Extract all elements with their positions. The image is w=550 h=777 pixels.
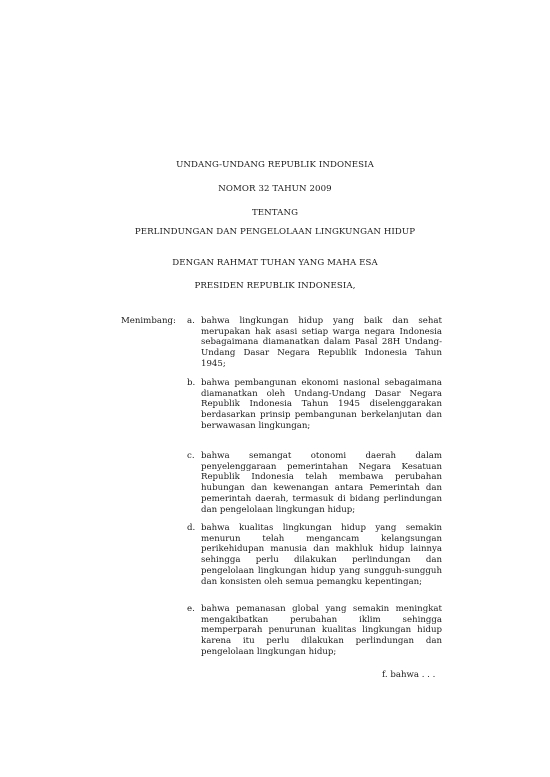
item-text: bahwa semangat otonomi daerah dalam penyelenggaraan pemerintahan Negara Kesatuan Republik Indonesia telah membawa perubahan hubungan dan kewenangan antara Pemerintah dan pemerintah daerah, termasuk di bidang perlindungan dan pengelolaan lingkungan hidup; <box>201 451 442 515</box>
item-letter: b. <box>187 378 196 388</box>
item-letter: e. <box>187 604 195 614</box>
item-letter: d. <box>187 523 196 533</box>
preamble-invocation: DENGAN RAHMAT TUHAN YANG MAHA ESA <box>172 258 378 268</box>
president-line: PRESIDEN REPUBLIK INDONESIA, <box>194 281 356 291</box>
item-text: bahwa pembangunan ekonomi nasional sebagaimana diamanatkan oleh Undang-Undang Dasar Negara Republik Indonesia Tahun 1945 diselenggarakan berdasarkan prinsip pembangunan berkelanjutan dan berwawasan lingkungan; <box>201 378 442 431</box>
item-text: bahwa kualitas lingkungan hidup yang semakin menurun telah mengancam kelangsungan perikehidupan manusia dan makhluk hidup lainnya sehingga perlu dilakukan perlindungan dan pengelolaan lingkungan hidup yang sungguh-sungguh dan konsisten oleh semua pemangku kepentingan; <box>201 523 442 587</box>
page-continuation-marker: f. bahwa . . . <box>382 670 436 680</box>
law-title: UNDANG-UNDANG REPUBLIK INDONESIA <box>176 160 374 170</box>
menimbang-label: Menimbang <box>121 316 173 326</box>
menimbang-colon: : <box>173 316 176 326</box>
tentang-label: TENTANG <box>251 208 299 218</box>
item-letter: a. <box>187 316 195 326</box>
law-number: NOMOR 32 TAHUN 2009 <box>218 184 332 194</box>
item-letter: c. <box>187 451 195 461</box>
item-text: bahwa pemanasan global yang semakin meningkat mengakibatkan perubahan iklim sehingga memperparah penurunan kualitas lingkungan hidup karena itu perlu dilakukan perlindungan dan pengelolaan lingkungan hidup; <box>201 604 442 657</box>
law-subject: PERLINDUNGAN DAN PENGELOLAAN LINGKUNGAN HIDUP <box>134 227 416 237</box>
item-text: bahwa lingkungan hidup yang baik dan sehat merupakan hak asasi setiap warga negara Indonesia sebagaimana diamanatkan dalam Pasal 28H Undang-Undang Dasar Negara Republik Indonesia Tahun 1945; <box>201 316 442 369</box>
